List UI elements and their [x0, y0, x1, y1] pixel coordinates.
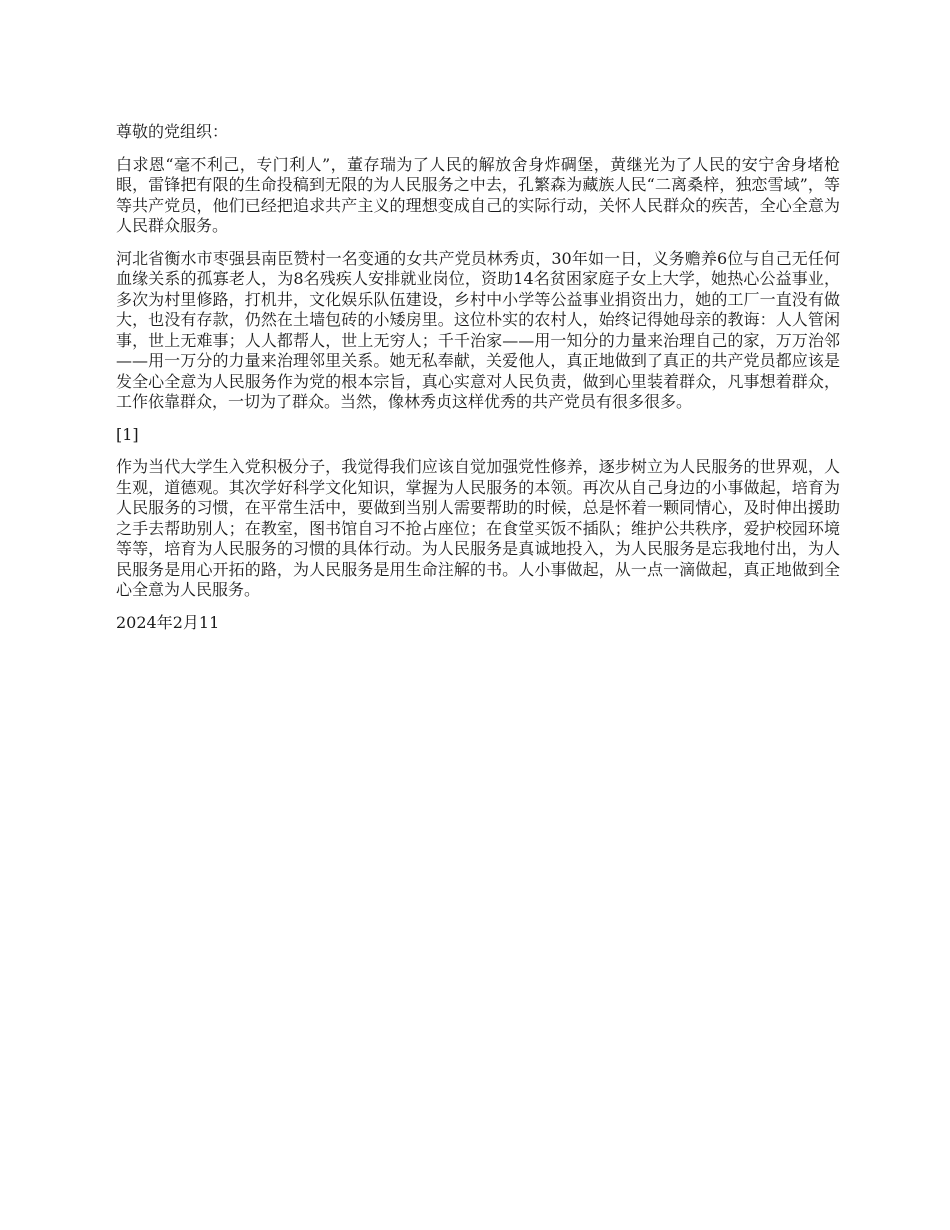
salutation: 尊敬的党组织：: [116, 122, 229, 141]
paragraph: 河北省衡水市枣强县南臣赞村一名变通的女共产党员林秀贞，30年如一日，义务赡养6位与自己无任何血缘关系的孤寡老人，为8名残疾人安排就业岗位，资助14名贫困家庭子女上大学，她热心公益事业，多次为村里修路，打机井，文化娱乐队伍建设，乡村中小学等公益事业捐资出力，她的工厂一直没有做大，也没有存款，仍然在土墙包砖的小矮房里。这位朴实的农村人，始终记得她母亲的教诲：人人管闲事，世上无难事；人人都帮人，世上无穷人；千千治家——用一知分的力量来治理自己的家，万万治邻——用一万分的力量来治理邻里关系。她无私奉献，关爱他人，真正地做到了真正的共产党员都应该是发全心全意为人民服务作为党的根本宗旨，真心实意对人民负责，做到心里装着群众，凡事想着群众，工作依靠群众，一切为了群众。当然，像林秀贞这样优秀的共产党员有很多很多。: [116, 248, 840, 411]
date: 2024年2月11: [116, 612, 220, 632]
closing-paragraph: 作为当代大学生入党积极分子，我觉得我们应该自觉加强党性修养，逐步树立为人民服务的世界观，人生观，道德观。其次学好科学文化知识，掌握为人民服务的本领。再次从自己身边的小事做起，培育为人民服务的习惯，在平常生活中，要做到当别人需要帮助的时候，总是怀着一颗同情心，及时伸出援助之手去帮助别人；在教室，图书馆自习不抢占座位；在食堂买饭不插队；维护公共秩序，爱护校园环境等等，培育为人民服务的习惯的具体行动。为人民服务是真诚地投入，为人民服务是忘我地付出，为人民服务是用心开拓的路，为人民服务是用生命注解的书。人小事做起，从一点一滴做起，真正地做到全心全意为人民服务。: [116, 457, 840, 599]
document-body: [116, 122, 840, 645]
reference-marker: [1]: [116, 424, 139, 444]
paragraph: 白求恩“毫不利己，专门利人”，董存瑞为了人民的解放舍身炸碉堡，黄继光为了人民的安宁舍身堵枪眼，雷锋把有限的生命投稿到无限的为人民服务之中去，孔繁森为藏族人民“二离桑梓，独恋雪域”，等等共产党员，他们已经把追求共产主义的理想变成自己的实际行动，关怀人民群众的疾苦，全心全意为人民群众服务。: [116, 154, 840, 235]
